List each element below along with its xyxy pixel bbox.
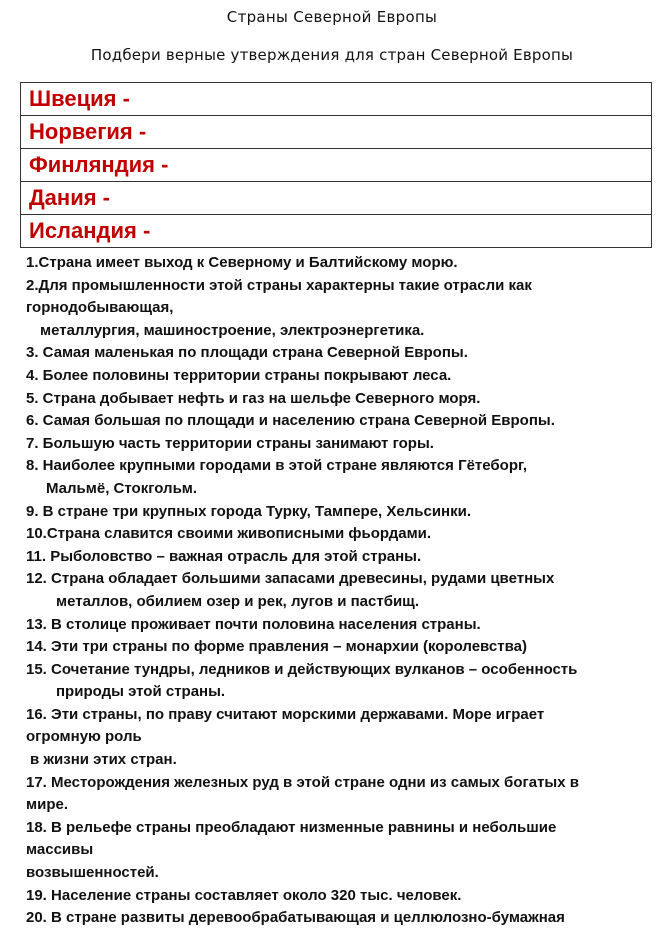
country-row-finland: Финляндия -: [21, 149, 651, 182]
statement-line: 1.Страна имеет выход к Северному и Балтийскому морю.: [26, 254, 458, 271]
statement-line: 17. Месторождения железных руд в этой стране одни из самых богатых в: [26, 773, 579, 791]
statement-line: 18. В рельефе страны преобладают низменные равнины и небольшие: [26, 818, 557, 836]
statements-list: [26, 252, 660, 930]
statement-line: 14. Эти три страны по форме правления – монархии (королевства): [26, 638, 527, 656]
statement-line: 6. Самая большая по площади и населению страна Северной Европы.: [26, 412, 555, 430]
statement-line: 2.Для промышленности этой страны характерны такие отрасли как: [26, 276, 532, 294]
task-instruction: Подбери верные утверждения для стран Северной Европы: [90, 46, 574, 64]
statement-line: 13. В столице проживает почти половина населения страны.: [26, 615, 481, 633]
country-row-denmark: Дания -: [21, 182, 651, 215]
statement-line: 7. Большую часть территории страны занимают горы.: [26, 434, 434, 452]
country-row-sweden: Швеция -: [21, 83, 651, 116]
country-row-norway: Норвегия -: [21, 116, 651, 149]
statement-line: 10.Страна славится своими живописными фьордами.: [26, 525, 432, 543]
statement-line: 3. Самая маленькая по площади страна Северной Европы.: [26, 344, 468, 362]
statement-line: 11. Рыболовство – важная отрасль для этой страны.: [26, 547, 422, 565]
statement-line: массивы: [26, 841, 94, 859]
statement-line: 8. Наиболее крупными городами в этой стране являются Гётеборг,: [26, 457, 528, 475]
statement-line: горнодобывающая,: [26, 299, 174, 317]
statement-line: Мальмё, Стокгольм.: [46, 479, 198, 497]
statement-line: 4. Более половины территории страны покрывают леса.: [26, 366, 452, 384]
statement-line: 9. В стране три крупных города Турку, Тампере, Хельсинки.: [26, 502, 472, 520]
statement-line: природы этой страны.: [56, 683, 226, 701]
statement-line: 19. Население страны составляет около 320 тыс. человек.: [26, 886, 462, 904]
statement-line: огромную роль: [26, 728, 142, 746]
countries-table: [20, 82, 652, 248]
statement-line: в жизни этих стран.: [30, 751, 177, 769]
statement-line: 20. В стране развиты деревообрабатывающая и целлюлозно-бумажная: [26, 909, 565, 927]
statement-line: металлов, обилием озер и рек, лугов и пастбищ.: [56, 592, 420, 610]
statement-line: 5. Страна добывает нефть и газ на шельфе Северного моря.: [26, 389, 481, 407]
page-title: Страны Северной Европы: [226, 8, 438, 26]
country-row-iceland: Исландия -: [21, 215, 651, 248]
statement-line: возвышенностей.: [26, 864, 159, 882]
statement-line: 15. Сочетание тундры, ледников и действующих вулканов – особенность: [26, 660, 578, 678]
statement-line: 12. Страна обладает большими запасами древесины, рудами цветных: [26, 570, 555, 588]
statement-line: мире.: [26, 796, 68, 814]
statement-line: 16. Эти страны, по праву считают морскими державами. Море играет: [26, 705, 545, 723]
statement-line: металлургия, машиностроение, электроэнергетика.: [40, 321, 425, 339]
